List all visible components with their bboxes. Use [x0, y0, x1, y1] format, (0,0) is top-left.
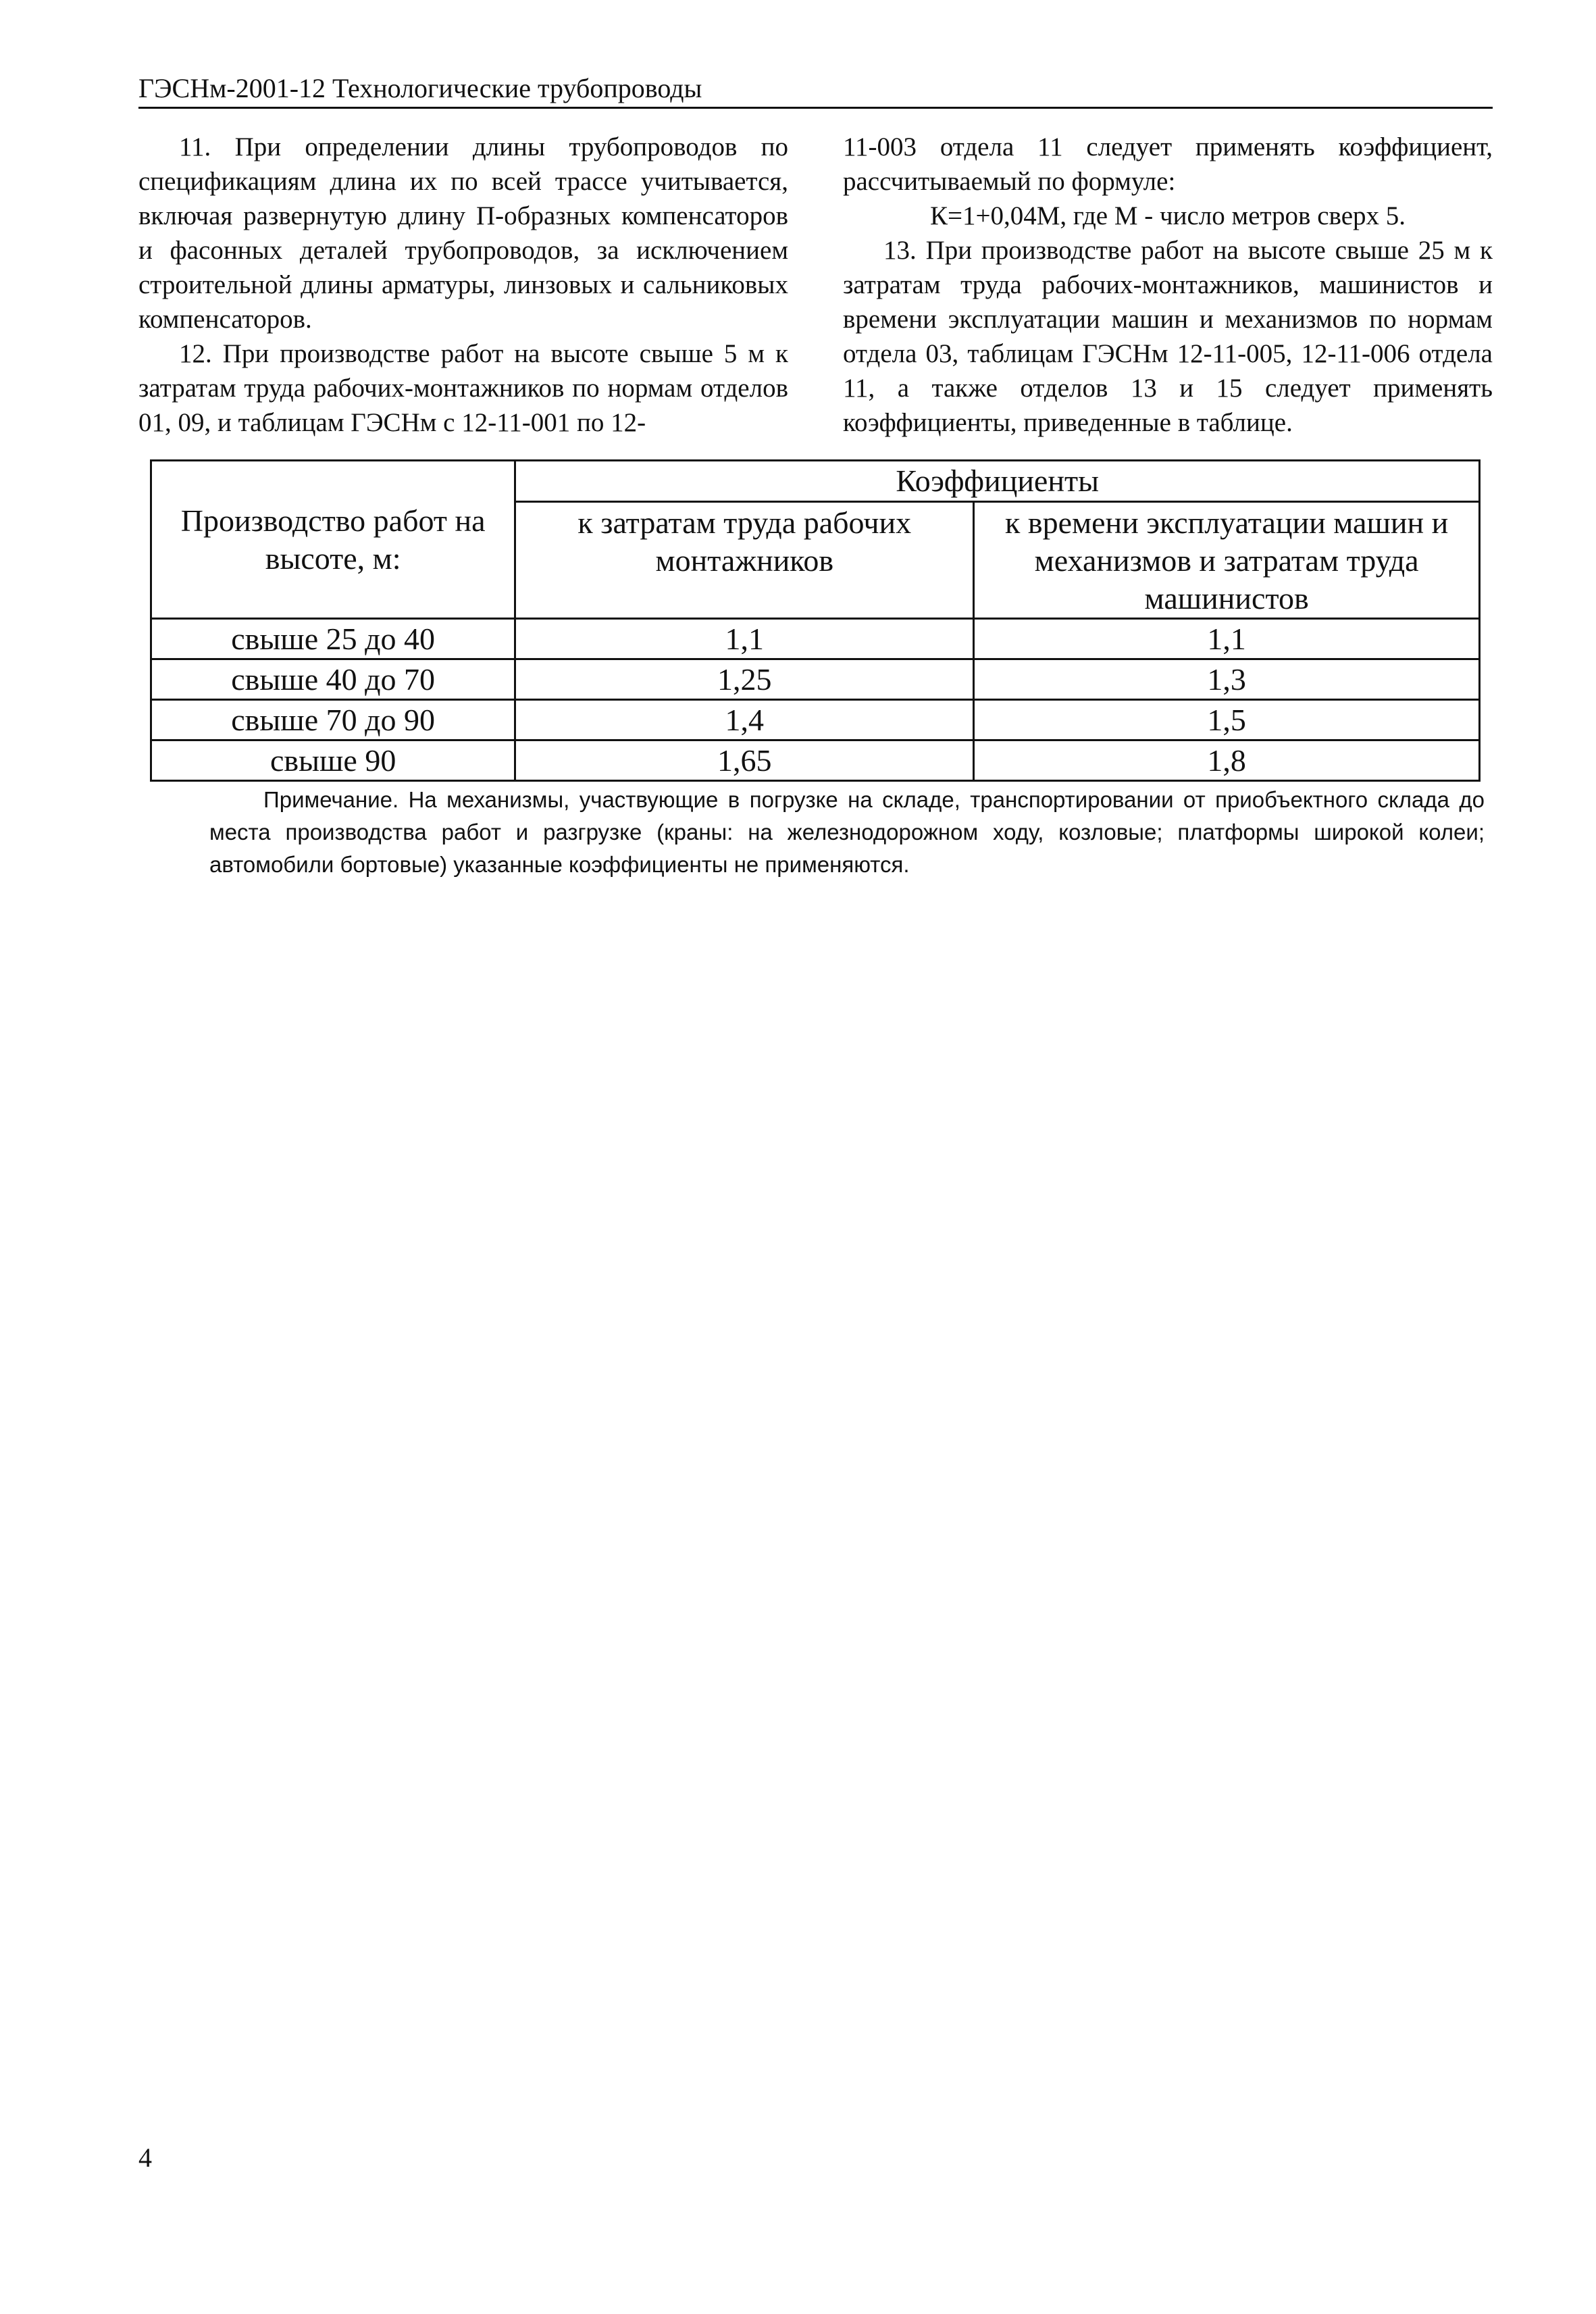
height-cell: свыше 40 до 70 [151, 659, 515, 700]
note-text: Примечание. На механизмы, участвующие в погрузке на складе, транспортировании от приобъектного склада до места производства работ и разгрузке (краны: на железнодорожном ходу, козловые; платформы широкой колеи; автомобили бортовые) указанные коэффициенты не применяются. [209, 787, 1485, 877]
machines-coefficient-cell: 1,5 [974, 700, 1480, 740]
running-header: ГЭСНм-2001-12 Технологические трубопроводы [138, 73, 1493, 109]
machines-coefficient-cell: 1,3 [974, 659, 1480, 700]
right-column [843, 130, 1493, 440]
machines-coefficient-cell: 1,8 [974, 740, 1480, 781]
left-column [138, 130, 788, 440]
machines-coefficient-cell: 1,1 [974, 619, 1480, 659]
coefficients-table [150, 459, 1481, 782]
page-number: 4 [138, 2142, 152, 2173]
height-cell: свыше 25 до 40 [151, 619, 515, 659]
height-column-header: Производство работ на высоте, м: [151, 461, 515, 619]
machines-column-header: к времени эксплуатации машин и механизмов и затратам труда машинистов [974, 502, 1480, 619]
table-note [209, 784, 1485, 881]
paragraph-13: 13. При производстве работ на высоте свыше 25 м к затратам труда рабочих-монтажников, машинистов и времени эксплуатации машин и механизмов по нормам отдела 03, таблицам ГЭСНм 12-11-005, 12-11-006 отдела 11, а также отделов 13 и 15 следует применять коэффициенты, приведенные в таблице. [843, 236, 1493, 437]
table-row [151, 700, 1480, 740]
height-cell: свыше 70 до 90 [151, 700, 515, 740]
table-row [151, 740, 1480, 781]
workers-coefficient-cell: 1,1 [515, 619, 974, 659]
paragraph-12: 12. При производстве работ на высоте свыше 5 м к затратам труда рабочих-монтажников по нормам отделов 01, 09, и таблицам ГЭСНм с 12-11-001 по 12- [138, 339, 788, 437]
paragraph-12-continued: 11-003 отдела 11 следует применять коэффициент, рассчитываемый по формуле: [843, 132, 1493, 196]
coefficient-formula: К=1+0,04М, где М - число метров сверх 5. [929, 201, 1406, 230]
table-row [151, 619, 1480, 659]
workers-coefficient-cell: 1,25 [515, 659, 974, 700]
workers-column-header: к затратам труда рабочих монтажников [515, 502, 974, 619]
paragraph-11: 11. При определении длины трубопроводов по спецификациям длина их по всей трассе учитывается, включая развернутую длину П-образных компенсаторов и фасонных деталей трубопроводов, за исключением строительной длины арматуры, линзовых и сальниковых компенсаторов. [138, 132, 788, 334]
coefficients-group-header: Коэффициенты [515, 461, 1480, 502]
table-row [151, 659, 1480, 700]
height-cell: свыше 90 [151, 740, 515, 781]
workers-coefficient-cell: 1,4 [515, 700, 974, 740]
workers-coefficient-cell: 1,65 [515, 740, 974, 781]
